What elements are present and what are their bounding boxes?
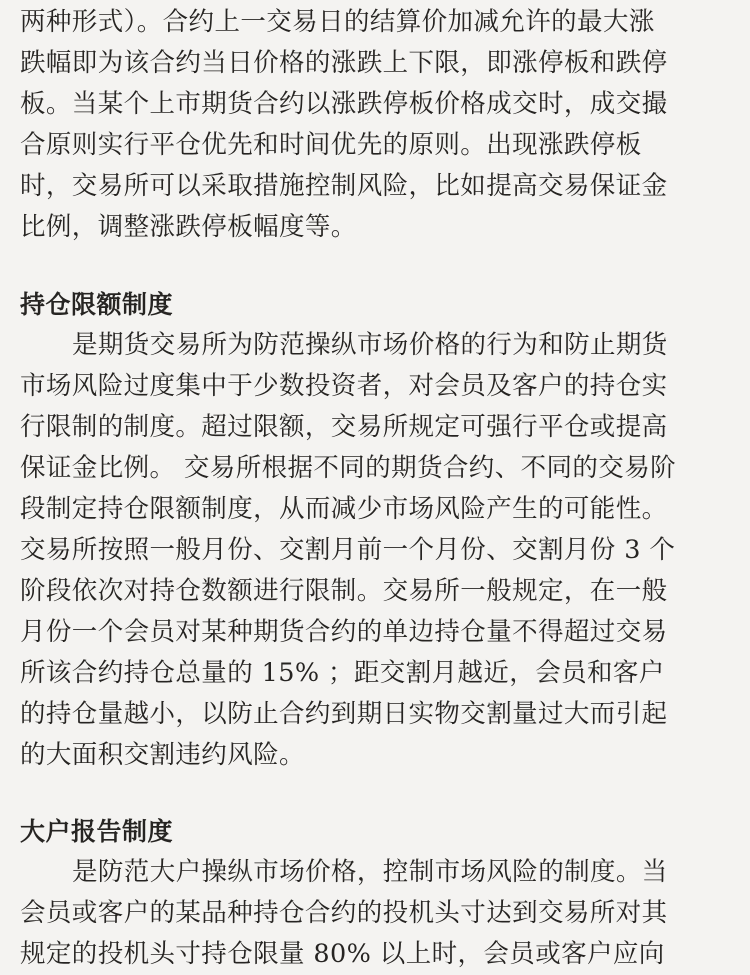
text-line: 两种形式）。合约上一交易日的结算价加减允许的最大涨 [20, 7, 655, 37]
text-line: 市场风险过度集中于少数投资者，对会员及客户的持仓实 [20, 371, 668, 401]
text-line: 的大面积交割违约风险。 [20, 740, 305, 770]
section-heading-large-trader-report: 大户报告制度 [20, 817, 174, 846]
text-line: 所该合约持仓总量的 15% ；距交割月越近，会员和客户 [20, 658, 665, 688]
section-heading-position-limit: 持仓限额制度 [20, 290, 174, 319]
text-line: 行限制的制度。超过限额，交易所规定可强行平仓或提高 [20, 412, 668, 442]
text-line: 板。当某个上市期货合约以涨跌停板价格成交时，成交撮 [20, 89, 668, 119]
text-line: 跌幅即为该合约当日价格的涨跌上下限，即涨停板和跌停 [20, 48, 668, 78]
text-line: 比例，调整涨跌停板幅度等。 [20, 212, 357, 242]
text-line: 的持仓量越小，以防止合约到期日实物交割量过大而引起 [20, 699, 668, 729]
text-line: 阶段依次对持仓数额进行限制。交易所一般规定，在一般 [20, 576, 668, 606]
text-line: 是防范大户操纵市场价格，控制市场风险的制度。当 [72, 857, 668, 887]
text-line: 会员或客户的某品种持仓合约的投机头寸达到交易所对其 [20, 898, 668, 928]
text-line: 时，交易所可以采取措施控制风险，比如提高交易保证金 [20, 171, 668, 201]
text-line: 交易所按照一般月份、交割月前一个月份、交割月份 3 个 [20, 535, 676, 565]
text-line: 是期货交易所为防范操纵市场价格的行为和防止期货 [72, 330, 668, 360]
text-line: 保证金比例。 交易所根据不同的期货合约、不同的交易阶 [20, 453, 677, 483]
paragraph-position-limit [20, 325, 732, 776]
text-line: 段制定持仓限额制度，从而减少市场风险产生的可能性。 [20, 494, 668, 524]
text-line: 规定的投机头寸持仓限量 80% 以上时，会员或客户应向 [20, 939, 665, 969]
text-line: 合原则实行平仓优先和时间优先的原则。出现涨跌停板 [20, 130, 642, 160]
text-line: 月份一个会员对某种期货合约的单边持仓量不得超过交易 [20, 617, 668, 647]
paragraph-large-trader-report [20, 852, 732, 975]
paragraph-price-limit [20, 2, 732, 248]
